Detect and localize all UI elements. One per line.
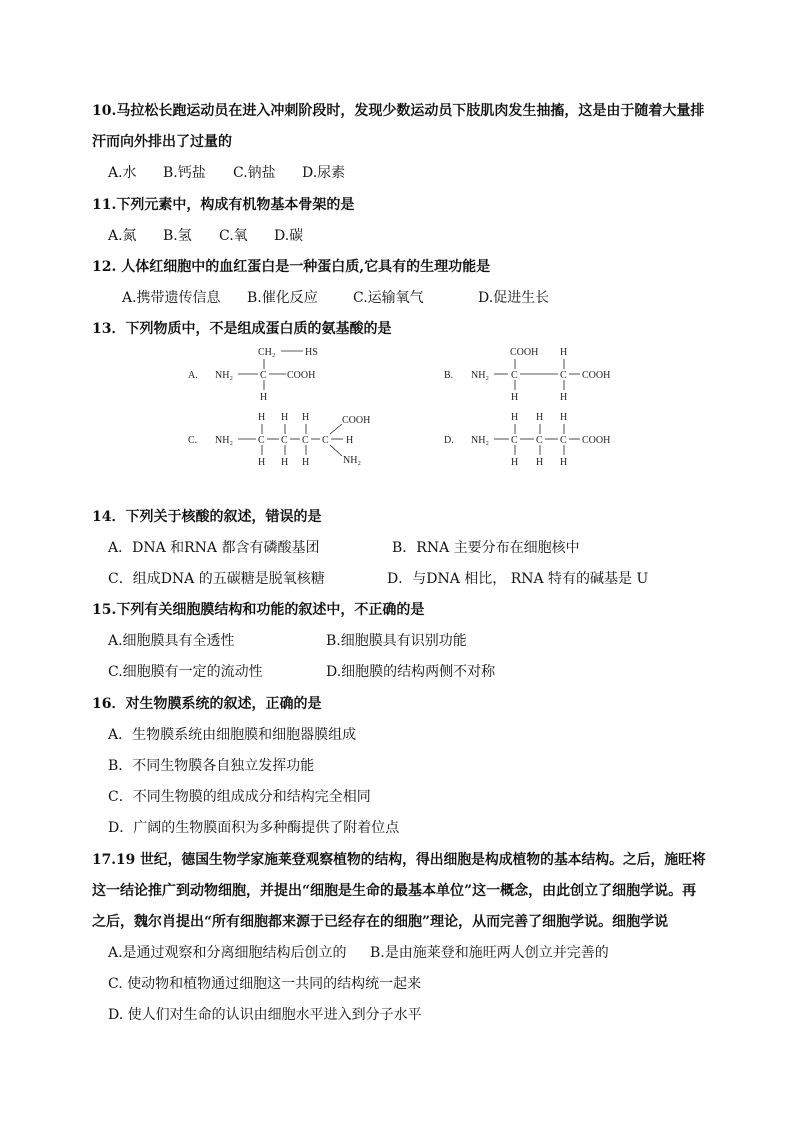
q10-stem-line2: 汗而向外排出了过量的 (92, 134, 232, 150)
q16-option-a: A．生物膜系统由细胞膜和细胞器膜组成 (108, 727, 357, 743)
structure-b-nh2: NH₂ (471, 370, 489, 381)
q13-structures (0, 0, 794, 480)
q16-stem: 16．对生物膜系统的叙述，正确的是 (92, 696, 322, 712)
structure-c-carbon-1: C (258, 435, 265, 446)
structure-c-carbon-3: C (302, 435, 309, 446)
q14-option-d: D．与DNA 相比， RNA 特有的碱基是 U (387, 571, 649, 587)
structure-d-nh2: NH₂ (471, 435, 489, 446)
structure-b-h-bottom-1: H (511, 392, 519, 403)
structure-d-carbon-1: C (511, 435, 518, 446)
q14-stem: 14．下列关于核酸的叙述，错误的是 (92, 509, 322, 525)
structure-c-bottom-h2: H (281, 457, 289, 468)
structure-b-cooh: COOH (582, 370, 611, 381)
structure-b-h-bottom-2: H (560, 392, 568, 403)
structure-d-carbon-3: C (560, 435, 567, 446)
structure-d-bottom-h3: H (560, 457, 568, 468)
q14-option-a: A．DNA 和RNA 都含有磷酸基团 (108, 540, 320, 556)
q17-option-c: C. 使动物和植物通过细胞这一共同的结构统一起来 (108, 976, 422, 992)
q12-option-c: C.运输氧气 (353, 290, 424, 306)
q13-structure-d (444, 412, 610, 468)
q11-option-b: B.氢 (163, 228, 192, 244)
q10-stem-line1: 10.马拉松长跑运动员在进入冲刺阶段时，发现少数运动员下肢肌肉发生抽搐，这是由于随着大量排 (92, 103, 705, 119)
structure-a-h-bottom: H (260, 392, 268, 403)
structure-a-nh2: NH₂ (215, 370, 233, 381)
q17-option-a: A.是通过观察和分离细胞结构后创立的 (108, 945, 347, 961)
q13-structure-c (188, 412, 370, 468)
structure-b-top-h: H (560, 347, 568, 358)
structure-c-carbon-4: C (322, 435, 329, 446)
q13-structure-a (188, 347, 318, 403)
q10-option-a: A.水 (108, 165, 137, 181)
q12-option-b: B.催化反应 (247, 290, 318, 306)
structure-d-carbon-2: C (536, 435, 543, 446)
structure-b-top-cooh: COOH (510, 347, 539, 358)
structure-c-bottom-h1: H (258, 457, 266, 468)
q15-stem: 15.下列有关细胞膜结构和功能的叙述中，不正确的是 (92, 602, 425, 618)
q15-option-b: B.细胞膜具有识别功能 (326, 633, 467, 649)
q11-option-a: A.氮 (108, 228, 137, 244)
q16-option-b: B．不同生物膜各自独立发挥功能 (108, 758, 315, 774)
structure-a-cooh: COOH (287, 370, 316, 381)
q11-stem: 11.下列元素中，构成有机物基本骨架的是 (92, 197, 355, 213)
q10-option-b: B.钙盐 (163, 165, 206, 181)
q14-option-c: C．组成DNA 的五碳糖是脱氧核糖 (108, 571, 325, 587)
structure-b-carbon-1: C (511, 370, 518, 381)
structure-c-carbon-2: C (281, 435, 288, 446)
q11-option-c: C.氧 (219, 228, 248, 244)
structure-c-top-cooh: COOH (342, 415, 371, 426)
structure-d-letter: D. (444, 435, 454, 446)
structure-a-carbon: C (260, 370, 267, 381)
structure-d-top-h3: H (560, 412, 568, 423)
structure-c-top-h1: H (258, 412, 266, 423)
q14-option-b: B．RNA 主要分布在细胞核中 (392, 540, 580, 556)
q12-option-d: D.促进生长 (478, 290, 550, 306)
q15-option-a: A.细胞膜具有全透性 (108, 633, 235, 649)
q13-structure-b (444, 347, 610, 403)
q15-option-c: C.细胞膜有一定的流动性 (108, 664, 263, 680)
structure-c-bottom-h3: H (302, 457, 310, 468)
structure-c-letter: C. (188, 435, 198, 446)
structure-d-bottom-h1: H (511, 457, 519, 468)
structure-a-letter: A. (188, 370, 198, 381)
q17-stem-line2: 这一结论推广到动物细胞，并提出“细胞是生命的最基本单位”这一概念，由此创立了细胞学说。再 (92, 883, 697, 899)
structure-a-sh-group: HS (305, 347, 318, 358)
structure-c-bottom-nh2: NH₂ (343, 455, 361, 466)
q12-option-a: A.携带遗传信息 (122, 290, 221, 306)
structure-d-top-h2: H (536, 412, 544, 423)
q10-option-d: D.尿素 (302, 165, 346, 181)
structure-b-carbon-2: C (560, 370, 567, 381)
structure-d-bottom-h2: H (536, 457, 544, 468)
structure-c-nh2: NH₂ (215, 435, 233, 446)
q17-stem-line1: 17.19 世纪，德国生物学家施莱登观察植物的结构，得出细胞是构成植物的基本结构。之后，施旺将 (92, 852, 706, 868)
q11-option-d: D.碳 (274, 228, 304, 244)
q17-option-d: D. 使人们对生命的认识由细胞水平进入到分子水平 (108, 1007, 422, 1023)
structure-c-top-h3: H (302, 412, 310, 423)
q10-option-c: C.钠盐 (233, 165, 276, 181)
structure-c-top-h2: H (281, 412, 289, 423)
structure-a-top-group: CH₂ (258, 347, 276, 358)
structure-d-cooh: COOH (582, 435, 611, 446)
q15-option-d: D.细胞膜的结构两侧不对称 (326, 664, 496, 680)
q12-stem: 12. 人体红细胞中的血红蛋白是一种蛋白质,它具有的生理功能是 (92, 259, 491, 275)
q17-stem-line3: 之后，魏尔肖提出“所有细胞都来源于已经存在的细胞”理论，从而完善了细胞学说。细胞学说 (92, 914, 669, 930)
structure-c-right-h: H (346, 435, 354, 446)
q16-option-d: D．广阔的生物膜面积为多种酶提供了附着位点 (108, 820, 400, 836)
q13-stem: 13．下列物质中，不是组成蛋白质的氨基酸的是 (92, 321, 392, 337)
structure-d-top-h1: H (511, 412, 519, 423)
structure-b-letter: B. (444, 370, 454, 381)
q16-option-c: C．不同生物膜的组成成分和结构完全相同 (108, 789, 371, 805)
q17-option-b: B.是由施莱登和施旺两人创立并完善的 (370, 945, 609, 961)
